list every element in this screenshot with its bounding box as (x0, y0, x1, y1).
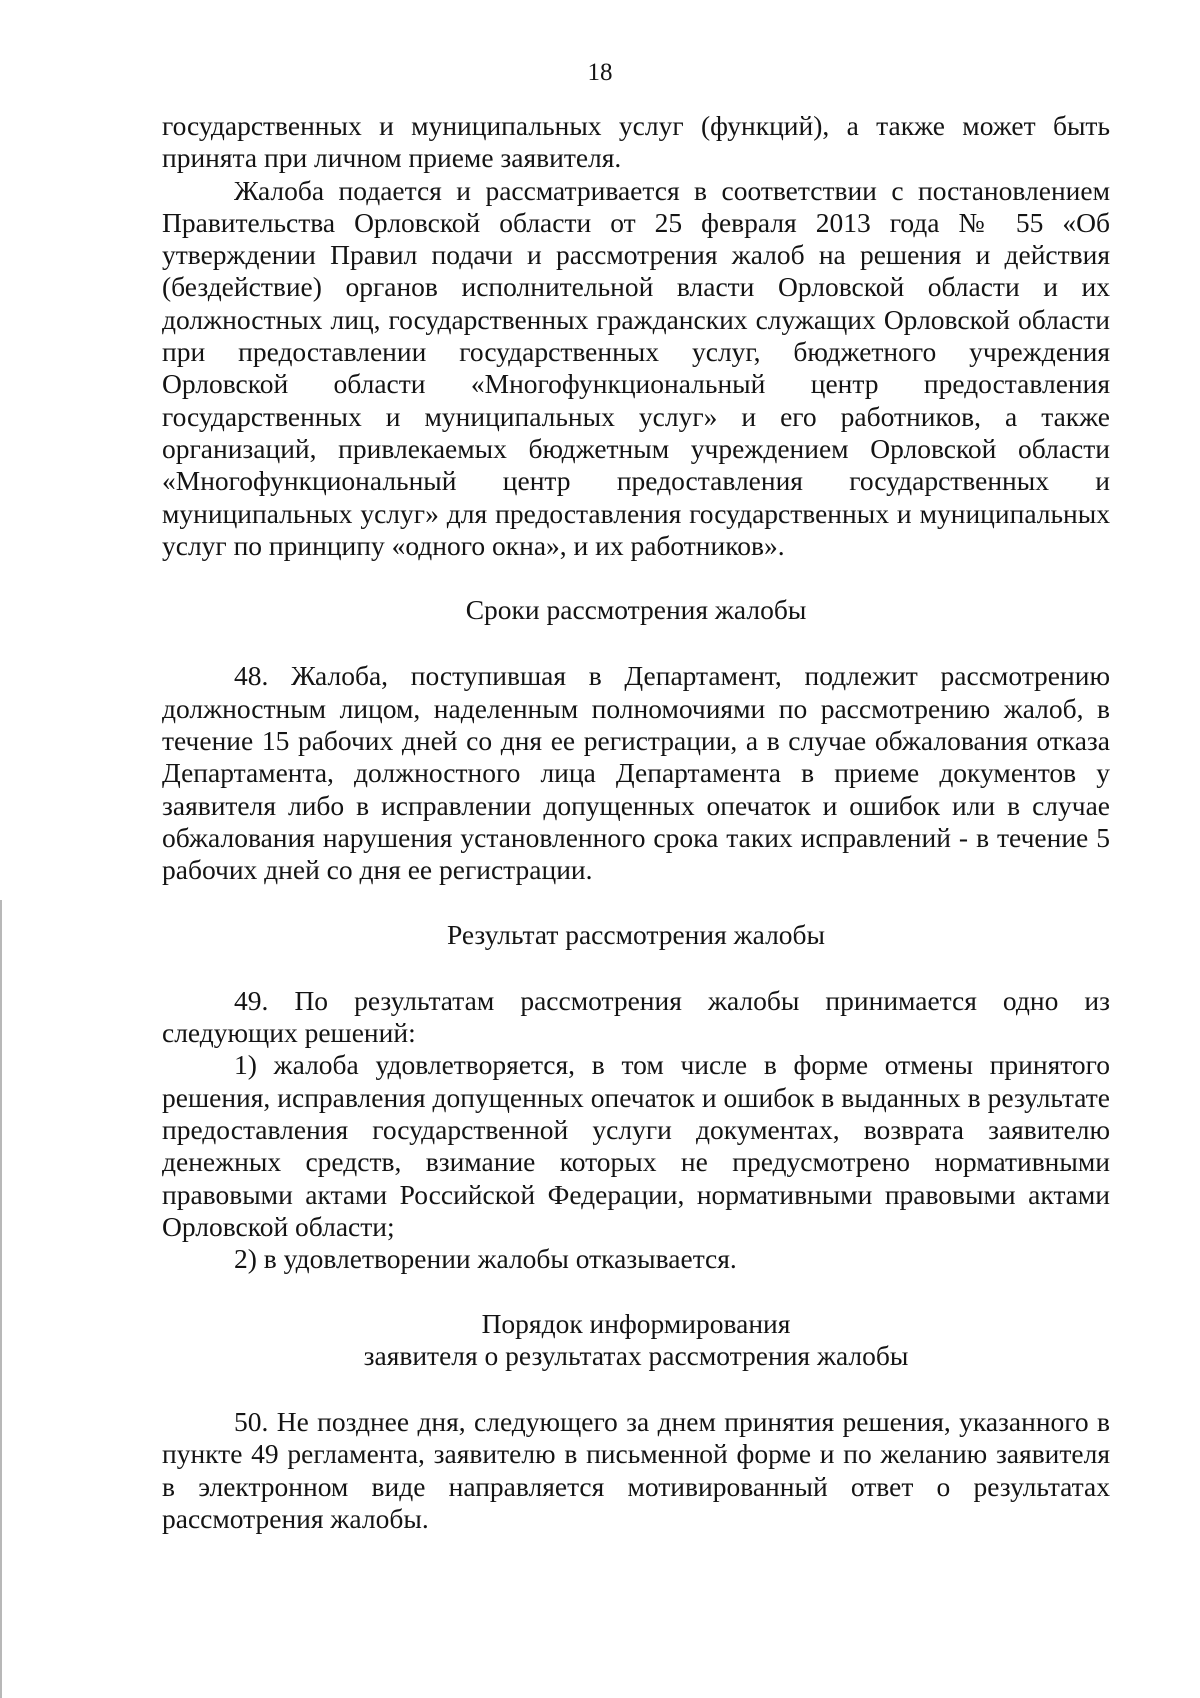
section-heading-review-terms: Сроки рассмотрения жалобы (465, 594, 807, 626)
paragraph-item-50: 50. Не позднее дня, следующего за днем принятия решения, указанного в пункте 49 регламента, заявителю в письменной форме и по желанию заявителя в электронном виде направляется мотивированный ответ о результатах рассмотрения жалобы. (162, 1406, 1110, 1534)
paragraph-continuation: государственных и муниципальных услуг (функций), а также может быть принята при личном приеме заявителя. (162, 110, 1110, 174)
paragraph-item-49-option-1: 1) жалоба удовлетворяется, в том числе в форме отмены принятого решения, исправления допущенных опечаток и ошибок в выданных в результате предоставления государственной услуги документах, возврата заявителю денежных средств, взимание которых не предусмотрено нормативными правовыми актами Российской Федерации, нормативными правовыми актами Орловской области; (162, 1049, 1110, 1242)
paragraph-item-48: 48. Жалоба, поступившая в Департамент, подлежит рассмотрению должностным лицом, наделенным полномочиями по рассмотрению жалоб, в течение 15 рабочих дней со дня ее регистрации, а в случае обжалования отказа Департамента, должностного лица Департамента в приеме документов у заявителя либо в исправлении допущенных опечаток и ошибок или в случае обжалования нарушения установленного срока таких исправлений - в течение 5 рабочих дней со дня ее регистрации. (162, 660, 1110, 886)
document-body (162, 110, 1110, 1535)
section-heading-review-result: Результат рассмотрения жалобы (446, 918, 826, 950)
paragraph-item-49: 49. По результатам рассмотрения жалобы принимается одно из следующих решений: (162, 984, 1110, 1049)
scan-edge-line (0, 900, 2, 1698)
paragraph-complaint-procedure: Жалоба подается и рассматривается в соответствии с постановлением Правительства Орловской области от 25 февраля 2013 года № 55 «Об утверждении Правил подачи и рассмотрения жалоб на решения и действия (бездействие) органов исполнительной власти Орловской области и их должностных лиц, государственных гражданских служащих Орловской области при предоставлении государственных услуг, бюджетного учреждения Орловской области «Многофункциональный центр предоставления государственных и муниципальных услуг» и его работников, а также организаций, привлекаемых бюджетным учреждением Орловской области «Многофункциональный центр предоставления государственных и муниципальных услуг» для предоставления государственных и муниципальных услуг по принципу «одного окна», и их работников». (162, 174, 1110, 561)
paragraph-item-49-option-2: 2) в удовлетворении жалобы отказывается. (234, 1243, 737, 1275)
page-number: 18 (587, 59, 613, 86)
section-heading-informing-line-1: Порядок информирования (481, 1307, 791, 1339)
section-heading-informing-line-2: заявителя о результатах рассмотрения жалобы (363, 1339, 909, 1371)
